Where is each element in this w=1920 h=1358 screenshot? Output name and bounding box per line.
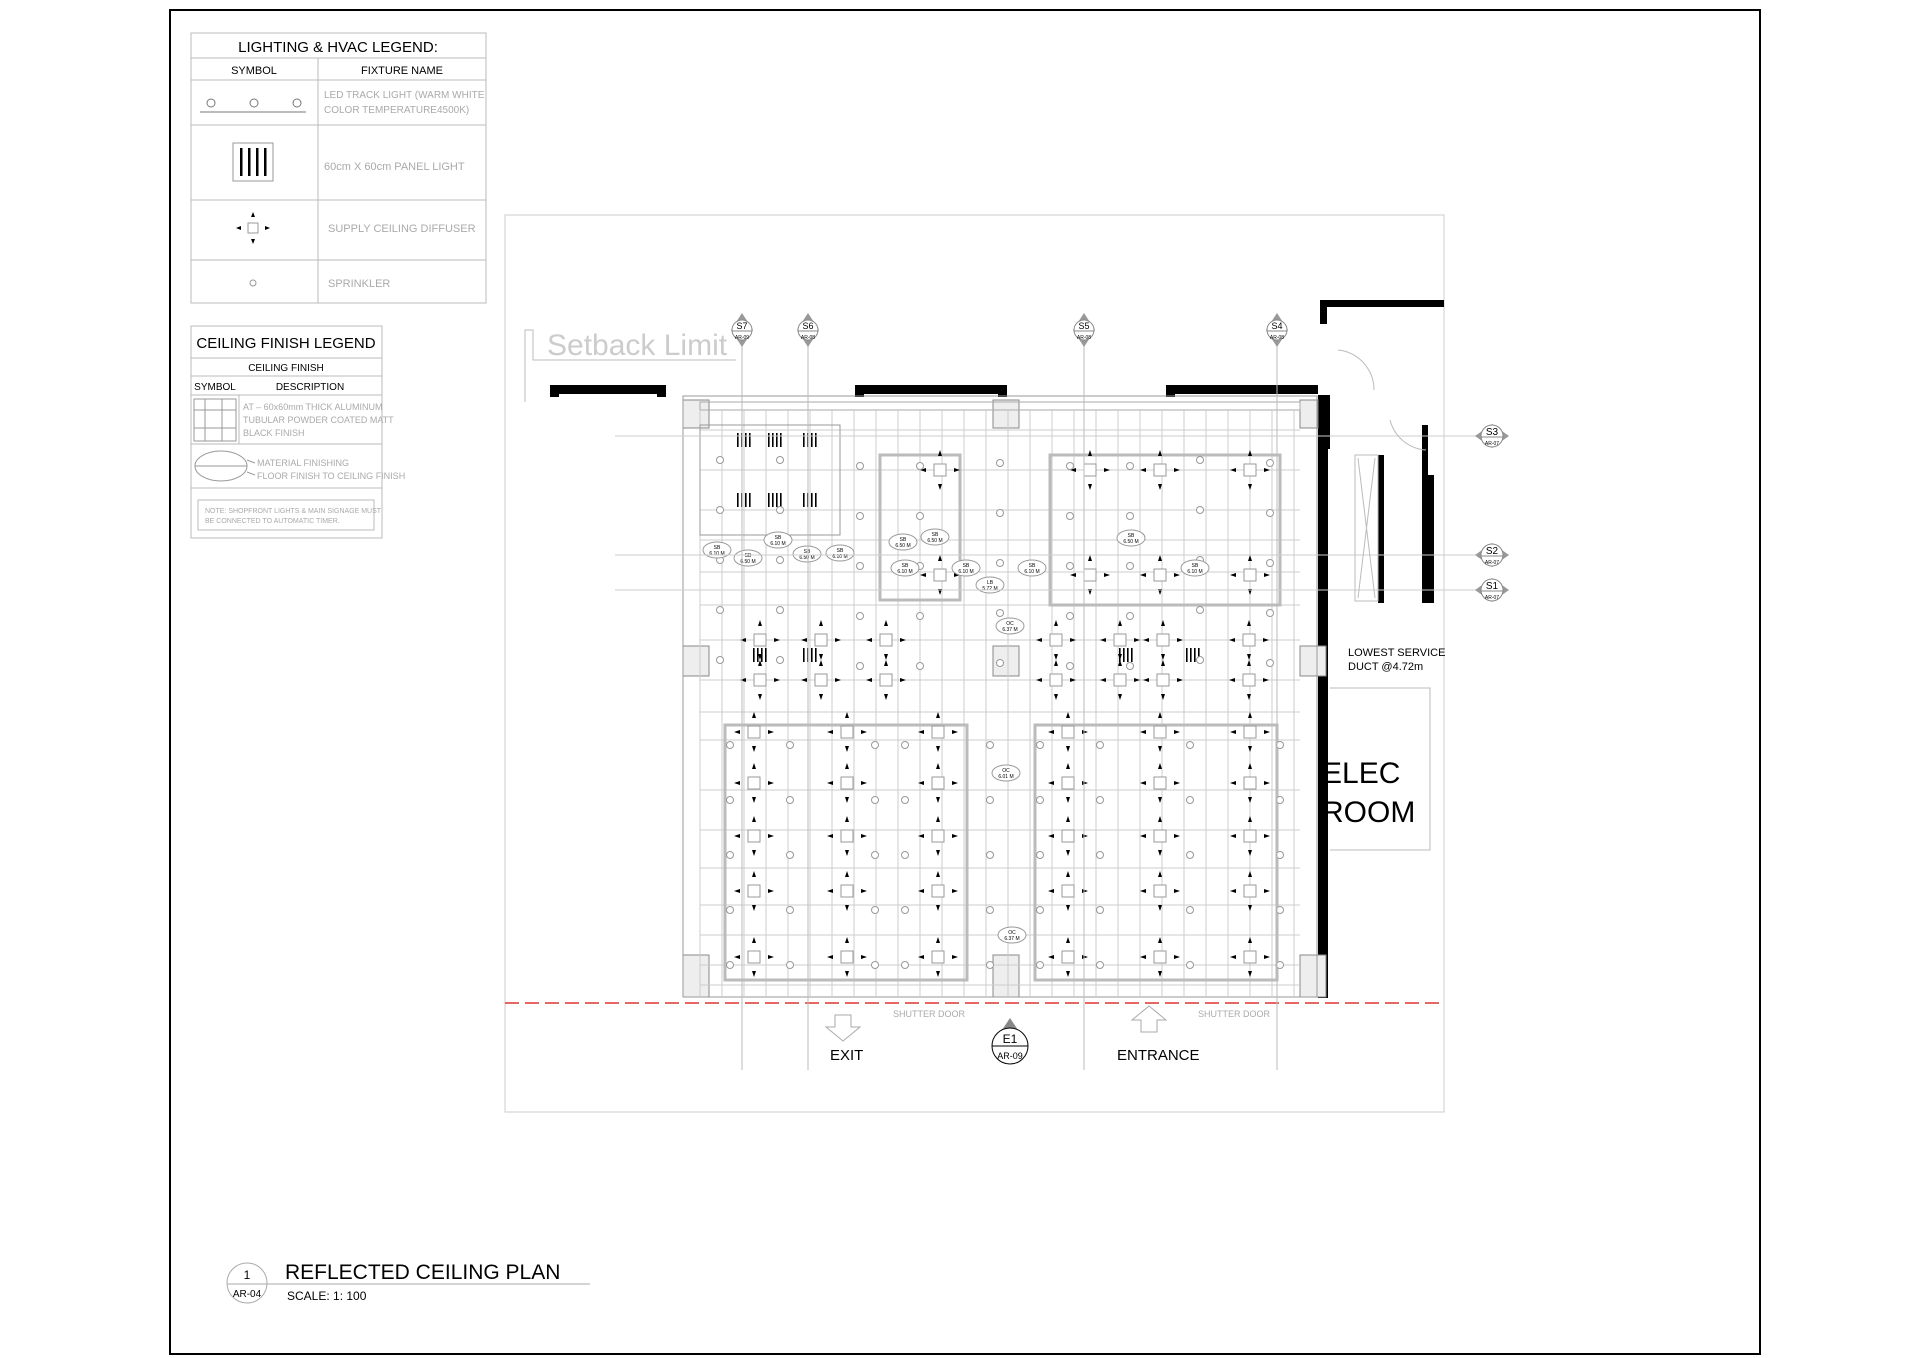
fixture-name: COLOR TEMPERATURE4500K) xyxy=(324,105,470,116)
drawing-number: 1 xyxy=(243,1268,251,1282)
ceiling-grid xyxy=(683,396,1317,997)
tag-code: SB xyxy=(744,553,752,559)
drawing-title: REFLECTED CEILING PLAN xyxy=(285,1261,561,1284)
sprinkler-icon xyxy=(872,742,879,749)
ceiling-col-description: DESCRIPTION xyxy=(275,382,345,393)
lighting-legend-title: LIGHTING & HVAC LEGEND: xyxy=(238,39,438,56)
sprinkler-icon xyxy=(1037,907,1044,914)
sprinkler-icon xyxy=(1037,742,1044,749)
supply-diffuser-icon xyxy=(918,763,958,803)
shutter-door-label: SHUTTER DOOR xyxy=(893,1009,965,1019)
sprinkler-icon xyxy=(1067,563,1074,570)
sprinkler-icon xyxy=(250,280,256,286)
sprinkler-icon xyxy=(1067,663,1074,670)
ceiling-desc: TUBULAR POWDER COATED MATT xyxy=(243,415,394,425)
grid-id: S1 xyxy=(1485,581,1499,592)
ceiling-height-tag xyxy=(703,542,731,558)
tag-code: SB xyxy=(901,563,909,569)
entrance-label: ENTRANCE xyxy=(1117,1047,1200,1064)
tag-code: OC xyxy=(1006,621,1014,627)
sprinkler-icon xyxy=(1197,657,1204,664)
sprinkler-icon xyxy=(777,457,784,464)
ceiling-height-tag xyxy=(921,529,949,545)
sprinkler-icon xyxy=(917,613,924,620)
sprinkler-icon xyxy=(1267,610,1274,617)
sprinkler-icon xyxy=(717,607,724,614)
supply-diffuser-icon xyxy=(918,816,958,856)
room-label: ELEC xyxy=(1322,757,1401,790)
tag-code: SB xyxy=(931,532,939,538)
supply-diffuser-icon xyxy=(1048,816,1088,856)
supply-diffuser-icon xyxy=(920,555,960,595)
sheet-border xyxy=(170,10,1760,1354)
tag-code: SB xyxy=(836,548,844,554)
sprinkler-icon xyxy=(857,663,864,670)
sprinkler-icon xyxy=(1197,457,1204,464)
sprinkler-icon xyxy=(727,852,734,859)
setback-limit-label: Setback Limit xyxy=(547,329,728,362)
sprinkler-icon xyxy=(987,797,994,804)
legend-note: BE CONNECTED TO AUTOMATIC TIMER. xyxy=(205,518,340,525)
supply-diffuser-icon xyxy=(1229,620,1269,660)
ceiling-height-tag xyxy=(996,618,1024,634)
supply-diffuser-icon xyxy=(734,763,774,803)
sprinkler-icon xyxy=(1187,742,1194,749)
sprinkler-icon xyxy=(1097,797,1104,804)
sprinkler-icon xyxy=(987,742,994,749)
finish-tag-label: FLOOR FINISH TO CEILING FINISH xyxy=(257,471,406,481)
sprinkler-icon xyxy=(1277,962,1284,969)
sprinkler-icon xyxy=(1127,513,1134,520)
tag-height: 6.50 M xyxy=(740,559,756,565)
ceiling-height-tag xyxy=(764,532,792,548)
exit-label: EXIT xyxy=(830,1047,864,1064)
service-duct-note: DUCT @4.72m xyxy=(1348,661,1424,673)
sprinkler-icon xyxy=(1187,797,1194,804)
panel-light-icon xyxy=(768,493,782,507)
sprinkler-icon xyxy=(1267,660,1274,667)
supply-diffuser-icon xyxy=(918,712,958,752)
supply-diffuser-icon xyxy=(1230,763,1270,803)
tag-height: 6.10 M xyxy=(958,569,974,575)
sprinkler-icon xyxy=(997,460,1004,467)
ceiling-desc: AT – 60x60mm THICK ALUMINUM xyxy=(243,402,383,412)
tag-height: 6.10 M xyxy=(832,554,848,560)
ceiling-height-tag xyxy=(793,546,821,562)
tag-code: SB xyxy=(713,545,721,551)
sprinkler-icon xyxy=(902,852,909,859)
sprinkler-icon xyxy=(872,852,879,859)
supply-diffuser-icon xyxy=(1229,660,1269,700)
sprinkler-icon xyxy=(1067,613,1074,620)
sprinkler-icon xyxy=(727,797,734,804)
ceiling-height-tag xyxy=(1117,530,1145,546)
supply-diffuser-icon xyxy=(1143,620,1183,660)
sprinkler-icon xyxy=(987,962,994,969)
grid-ref: AR-08 xyxy=(1269,335,1285,341)
tag-height: 6.37 M xyxy=(1004,936,1020,942)
sprinkler-icon xyxy=(1037,962,1044,969)
sprinkler-icon xyxy=(727,907,734,914)
tag-height: 6.10 M xyxy=(709,551,725,557)
sprinkler-icon xyxy=(1127,613,1134,620)
tag-height: 6.10 M xyxy=(897,569,913,575)
sprinkler-icon xyxy=(1187,962,1194,969)
sprinkler-icon xyxy=(987,852,994,859)
tag-height: 6.01 M xyxy=(998,774,1014,780)
ceiling-height-tag xyxy=(734,550,762,566)
tag-height: 6.50 M xyxy=(799,555,815,561)
legend-note: NOTE: SHOPFRONT LIGHTS & MAIN SIGNAGE MUST xyxy=(205,508,382,515)
supply-diffuser-icon xyxy=(740,660,780,700)
track-light-icon xyxy=(200,99,306,112)
tag-code: SB xyxy=(1191,563,1199,569)
supply-diffuser-icon xyxy=(1230,555,1270,595)
supply-diffuser-icon xyxy=(1048,712,1088,752)
tag-height: 6.10 M xyxy=(1024,569,1040,575)
tag-code: SB xyxy=(1127,533,1135,539)
sprinkler-icon xyxy=(902,797,909,804)
sprinkler-icon xyxy=(787,742,794,749)
sprinkler-icon xyxy=(917,463,924,470)
supply-diffuser-icon xyxy=(734,937,774,977)
tag-code: SB xyxy=(962,563,970,569)
fixture-name: SUPPLY CEILING DIFFUSER xyxy=(328,223,476,235)
tag-code: SB xyxy=(803,549,811,555)
tag-height: 6.10 M xyxy=(1187,569,1203,575)
sprinkler-icon xyxy=(1067,513,1074,520)
ceiling-height-tag xyxy=(998,927,1026,943)
supply-diffuser-icon xyxy=(1230,712,1270,752)
supply-diffuser-icon xyxy=(1036,620,1076,660)
ceiling-desc: BLACK FINISH xyxy=(243,428,305,438)
grid-id: S5 xyxy=(1078,321,1090,331)
sprinkler-icon xyxy=(1067,463,1074,470)
tag-height: 6.10 M xyxy=(770,541,786,547)
sprinkler-icon xyxy=(997,660,1004,667)
sprinkler-icon xyxy=(717,457,724,464)
ceiling-col-symbol: SYMBOL xyxy=(194,382,236,393)
tag-height: 6.37 M xyxy=(1002,627,1018,633)
grid-marker-s4[interactable] xyxy=(1266,313,1288,1070)
sprinkler-icon xyxy=(717,507,724,514)
ceiling-legend-subtitle: CEILING FINISH xyxy=(248,363,324,374)
sprinkler-icon xyxy=(1267,510,1274,517)
elevation-id: E1 xyxy=(1002,1032,1018,1046)
supply-diffuser-icon xyxy=(740,620,780,660)
sprinkler-icon xyxy=(1197,607,1204,614)
tag-height: 5.72 M xyxy=(982,586,998,592)
tag-code: OC xyxy=(1008,930,1016,936)
sprinkler-icon xyxy=(857,513,864,520)
fixture-name: SPRINKLER xyxy=(328,278,391,290)
drawing-sheet-ref: AR-04 xyxy=(232,1289,262,1300)
sprinkler-icon xyxy=(1097,742,1104,749)
sprinkler-icon xyxy=(1097,852,1104,859)
grid-ref: AR-09 xyxy=(734,335,750,341)
supply-diffuser-icon xyxy=(1140,763,1180,803)
finish-tag-icon xyxy=(195,451,255,481)
sprinkler-icon xyxy=(1277,907,1284,914)
supply-diffuser-icon xyxy=(866,660,906,700)
supply-diffuser-icon xyxy=(1048,937,1088,977)
diffuser-icon xyxy=(236,212,270,244)
supply-diffuser-icon xyxy=(1143,660,1183,700)
supply-diffuser-icon xyxy=(1140,555,1180,595)
sprinkler-icon xyxy=(1127,663,1134,670)
sprinkler-icon xyxy=(997,610,1004,617)
columns xyxy=(683,400,1326,997)
supply-diffuser-icon xyxy=(1140,816,1180,856)
grid-id: S4 xyxy=(1271,321,1283,331)
tag-code: LB xyxy=(986,580,994,586)
supply-diffuser-icon xyxy=(827,763,867,803)
sprinkler-icon xyxy=(917,663,924,670)
supply-diffuser-icon xyxy=(866,620,906,660)
sprinkler-icon xyxy=(717,657,724,664)
sprinkler-icon xyxy=(787,797,794,804)
sprinkler-icon xyxy=(777,557,784,564)
sprinkler-icon xyxy=(872,797,879,804)
finish-tag-label: MATERIAL FINISHING xyxy=(257,458,350,468)
supply-diffuser-icon xyxy=(1230,816,1270,856)
sprinkler-icon xyxy=(777,657,784,664)
sprinkler-icon xyxy=(917,513,924,520)
grid-id: S3 xyxy=(1485,427,1499,438)
grid-id: S6 xyxy=(802,321,814,331)
sprinkler-icon xyxy=(857,463,864,470)
tag-code: OC xyxy=(1002,768,1010,774)
sprinkler-icon xyxy=(777,607,784,614)
sprinkler-icon xyxy=(1097,962,1104,969)
sprinkler-icon xyxy=(1127,563,1134,570)
fixture-name: 60cm X 60cm PANEL LIGHT xyxy=(324,161,465,173)
grid-marker-s1[interactable] xyxy=(615,578,1509,602)
sprinkler-icon xyxy=(987,907,994,914)
sprinkler-icon xyxy=(872,962,879,969)
sprinkler-icon xyxy=(727,962,734,969)
sprinkler-icon xyxy=(857,563,864,570)
ceiling-height-tag xyxy=(1181,560,1209,576)
supply-diffuser-icon xyxy=(827,816,867,856)
sprinkler-icon xyxy=(1277,852,1284,859)
supply-diffuser-icon xyxy=(734,816,774,856)
grid-ref: AR-07 xyxy=(1484,441,1500,447)
sprinkler-icon xyxy=(1277,742,1284,749)
sprinkler-icon xyxy=(1187,852,1194,859)
sprinkler-icon xyxy=(1277,797,1284,804)
ceiling-height-tag xyxy=(889,534,917,550)
sprinkler-icon xyxy=(902,742,909,749)
tag-code: SB xyxy=(774,535,782,541)
sprinkler-icon xyxy=(787,907,794,914)
sprinkler-icon xyxy=(1267,560,1274,567)
grid-id: S2 xyxy=(1485,546,1499,557)
sprinkler-icon xyxy=(902,907,909,914)
sprinkler-icon xyxy=(997,510,1004,517)
sprinkler-icon xyxy=(1197,507,1204,514)
sprinkler-icon xyxy=(1037,852,1044,859)
drawing-scale: SCALE: 1: 100 xyxy=(287,1289,367,1303)
supply-diffuser-icon xyxy=(918,937,958,977)
supply-diffuser-icon xyxy=(734,712,774,752)
tag-code: SB xyxy=(899,537,907,543)
fixture-name: LED TRACK LIGHT (WARM WHITE xyxy=(324,90,485,101)
grid-id: S7 xyxy=(736,321,748,331)
legend-col-symbol: SYMBOL xyxy=(231,65,277,77)
supply-diffuser-icon xyxy=(1140,712,1180,752)
grid-ref: AR-07 xyxy=(1484,595,1500,601)
legend-col-fixture: FIXTURE NAME xyxy=(361,65,443,77)
sprinkler-icon xyxy=(787,962,794,969)
sprinkler-icon xyxy=(727,742,734,749)
panel-light-icon xyxy=(768,433,782,447)
supply-diffuser-icon xyxy=(827,712,867,752)
ceiling-height-tag xyxy=(976,577,1004,593)
supply-diffuser-icon xyxy=(827,937,867,977)
sprinkler-icon xyxy=(872,907,879,914)
grid-ref: AR-08 xyxy=(1076,335,1092,341)
sprinkler-icon xyxy=(1097,907,1104,914)
exit-arrow-icon xyxy=(826,1015,860,1041)
ceiling-height-tag xyxy=(992,765,1020,781)
supply-diffuser-icon xyxy=(1070,555,1110,595)
aluminum-grid-icon xyxy=(194,399,236,441)
ceiling-height-tag xyxy=(952,560,980,576)
sprinkler-icon xyxy=(902,962,909,969)
sprinkler-icon xyxy=(787,852,794,859)
ceiling-legend-title: CEILING FINISH LEGEND xyxy=(196,335,376,352)
sprinkler-icon xyxy=(1127,463,1134,470)
tag-code: SB xyxy=(1028,563,1036,569)
grid-marker-s6[interactable] xyxy=(797,313,819,1070)
entrance-arrow-icon xyxy=(1132,1006,1166,1032)
service-duct-note: LOWEST SERVICE xyxy=(1348,647,1446,659)
sprinkler-icon xyxy=(1267,460,1274,467)
ceiling-height-tag xyxy=(1018,560,1046,576)
ceiling-fixtures xyxy=(703,433,1284,977)
sprinkler-icon xyxy=(857,613,864,620)
tag-height: 6.50 M xyxy=(1123,539,1139,545)
grid-ref: AR-08 xyxy=(800,335,816,341)
grid-marker-s5[interactable] xyxy=(1073,313,1095,1070)
sprinkler-icon xyxy=(997,560,1004,567)
grid-ref: AR-07 xyxy=(1484,560,1500,566)
supply-diffuser-icon xyxy=(1048,763,1088,803)
sprinkler-icon xyxy=(1037,797,1044,804)
elevation-marker-e1[interactable] xyxy=(992,1018,1028,1064)
sprinkler-icon xyxy=(1187,907,1194,914)
supply-diffuser-icon xyxy=(1140,937,1180,977)
ceiling-height-tag xyxy=(826,545,854,561)
shutter-door-label: SHUTTER DOOR xyxy=(1198,1009,1270,1019)
tag-height: 6.50 M xyxy=(895,543,911,549)
room-label: ROOM xyxy=(1322,796,1416,829)
ceiling-height-tag xyxy=(891,560,919,576)
panel-light-icon xyxy=(233,143,273,181)
drawing-title-block xyxy=(227,1261,590,1303)
tag-height: 6.50 M xyxy=(927,538,943,544)
supply-diffuser-icon xyxy=(1230,937,1270,977)
supply-diffuser-icon xyxy=(801,660,841,700)
elevation-ref: AR-09 xyxy=(997,1051,1023,1061)
sprinkler-icon xyxy=(777,507,784,514)
